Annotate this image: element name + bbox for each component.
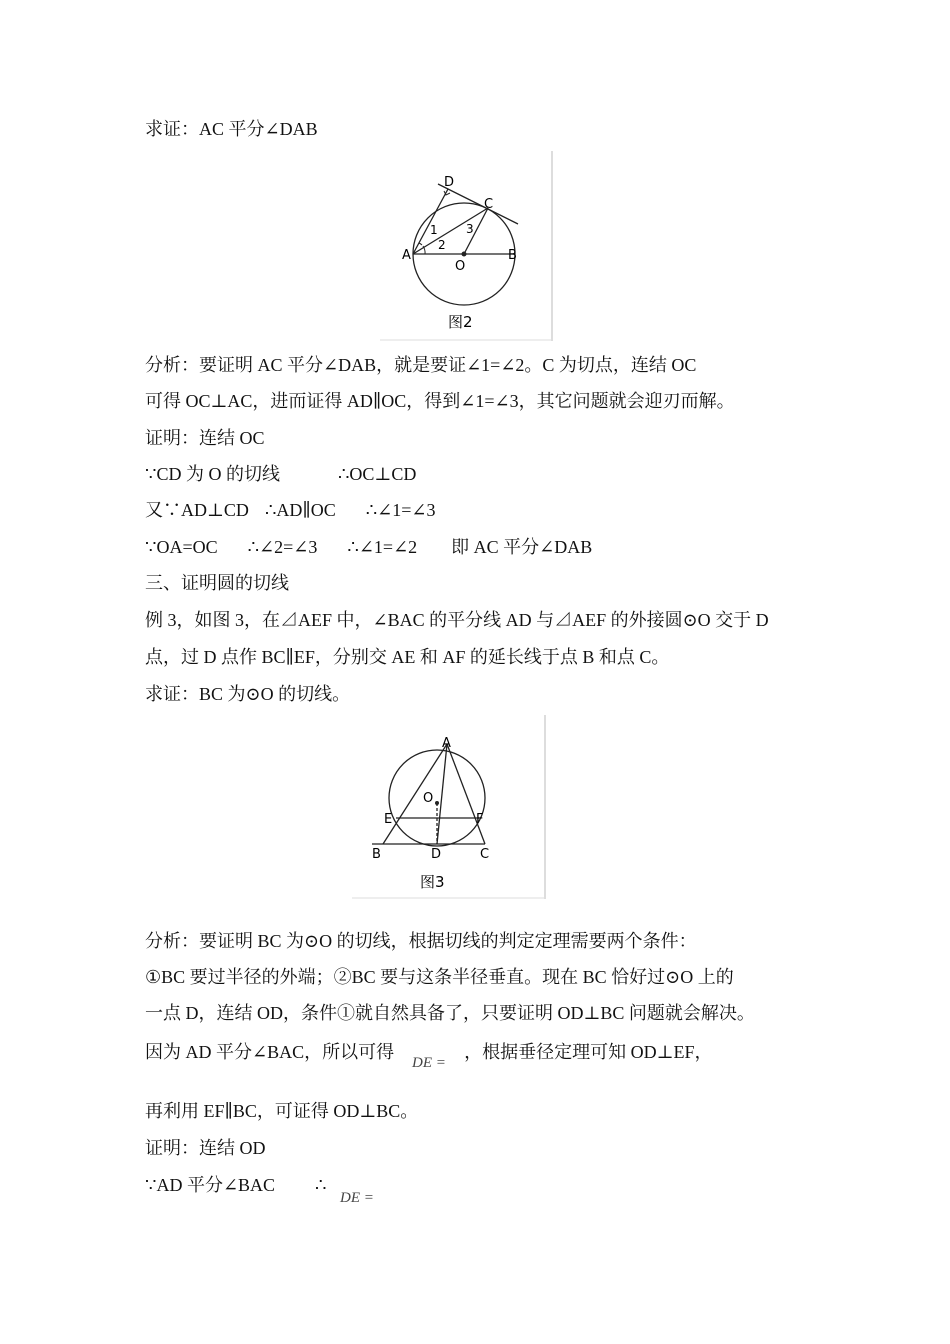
- analysis-3-line-4-start: 因为 AD 平分∠BAC，所以可得: [145, 1042, 395, 1062]
- label-f: F: [476, 812, 484, 827]
- proof-step-angle13: ∴∠1=∠3: [365, 500, 436, 520]
- analysis-3-line-2: ①BC 要过半径的外端；②BC 要与这条半径垂直。现在 BC 恰好过⊙O 上的: [145, 967, 734, 987]
- proof-3-therefore: ∴: [315, 1175, 327, 1195]
- proof-step-angle12: ∴∠1=∠2: [347, 537, 418, 557]
- proof-line-2: [145, 498, 436, 522]
- prove-statement-2: 求证：BC 为⊙O 的切线。: [145, 684, 351, 704]
- label-a: A: [402, 248, 411, 263]
- prove-statement-1: 求证：AC 平分∠DAB: [145, 119, 318, 139]
- label-o: O: [423, 791, 434, 806]
- label-b: B: [508, 248, 517, 263]
- proof-line-1: [145, 462, 416, 486]
- analysis-line-1: 分析：要证明 AC 平分∠DAB，就是要证∠1=∠2。C 为切点，连结 OC: [145, 355, 697, 375]
- center-point-o: [462, 252, 467, 257]
- label-e: E: [384, 812, 393, 827]
- figure-3: [352, 715, 548, 901]
- proof-step-oa-oc: ∵OA=OC: [145, 537, 218, 557]
- section-heading-3: 三、证明圆的切线: [145, 573, 289, 593]
- proof-heading-1: 证明：连结 OC: [145, 428, 265, 448]
- angle-label-2: 2: [438, 238, 446, 252]
- analysis-3-line-4-end: ，根据垂径定理可知 OD⊥EF，: [464, 1042, 713, 1062]
- center-point-o: [435, 801, 439, 805]
- arc-equation-1: DE =: [412, 1055, 446, 1071]
- proof-step-ad-perp-cd: 又∵AD⊥CD: [145, 500, 249, 520]
- figure-2: [380, 151, 555, 342]
- figure-3-caption: 图3: [420, 873, 445, 891]
- proof-step-cd-tangent: ∵CD 为 O 的切线: [145, 464, 280, 484]
- label-b: B: [372, 847, 381, 862]
- angle-label-3: 3: [466, 222, 474, 236]
- label-a: A: [442, 736, 451, 751]
- figure-2-caption: 图2: [448, 313, 473, 331]
- example-3-line-1: 例 3，如图 3，在⊿AEF 中，∠BAC 的平分线 AD 与⊿AEF 的外接圆⊙O 交于 D: [145, 610, 769, 630]
- label-c: C: [484, 197, 494, 212]
- label-o: O: [455, 259, 466, 274]
- analysis-line-2: 可得 OC⊥AC，进而证得 AD∥OC，得到∠1=∠3，其它问题就会迎刃而解。: [145, 391, 735, 411]
- label-c: C: [480, 847, 490, 862]
- label-d: D: [431, 847, 442, 862]
- proof-line-3: [145, 535, 592, 559]
- analysis-3-line-5: 再利用 EF∥BC，可证得 OD⊥BC。: [145, 1101, 419, 1121]
- angle-label-1: 1: [430, 223, 438, 237]
- proof-3-ad-bisects: ∵AD 平分∠BAC: [145, 1175, 276, 1195]
- arc-equation-2: DE =: [340, 1190, 374, 1206]
- proof-step-angle23: ∴∠2=∠3: [247, 537, 318, 557]
- label-d: D: [444, 175, 455, 190]
- example-3-line-2: 点，过 D 点作 BC∥EF，分别交 AE 和 AF 的延长线于点 B 和点 C。: [145, 647, 670, 667]
- proof-step-oc-perp-cd: ∴OC⊥CD: [337, 464, 417, 484]
- proof-conclusion: 即 AC 平分∠DAB: [451, 537, 593, 557]
- proof-heading-2: 证明：连结 OD: [145, 1138, 266, 1158]
- analysis-3-line-1: 分析：要证明 BC 为⊙O 的切线，根据切线的判定定理需要两个条件：: [145, 931, 697, 951]
- proof-step-ad-parallel-oc: ∴AD∥OC: [264, 500, 336, 520]
- proof-3-line-1: [145, 1173, 327, 1197]
- analysis-3-line-3: 一点 D，连结 OD，条件①就自然具备了，只要证明 OD⊥BC 问题就会解决。: [145, 1003, 755, 1023]
